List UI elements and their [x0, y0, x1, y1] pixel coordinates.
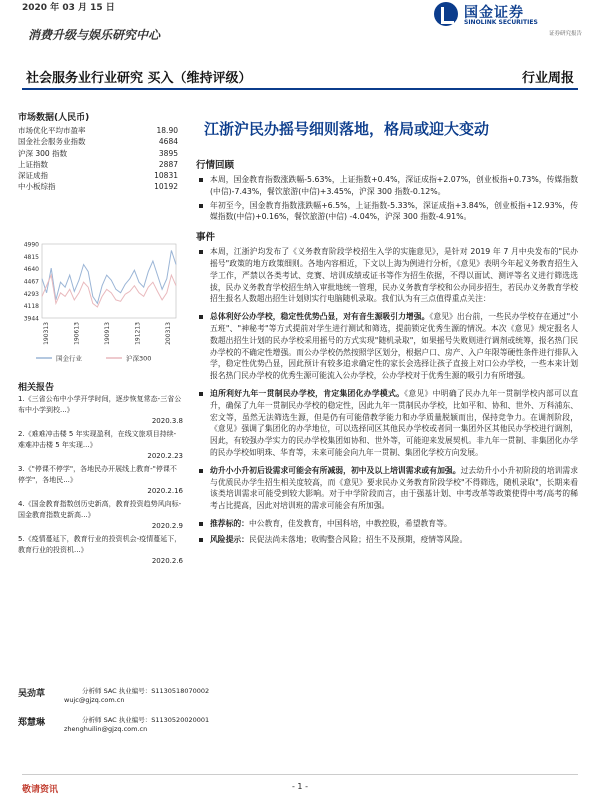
- analyst-email[interactable]: wujc@gjzq.com.cn: [64, 696, 125, 704]
- company-logo: [434, 2, 584, 36]
- market-row: 国金社会服务业指数 4684: [18, 137, 178, 147]
- review-item: 本周，国金教育指数涨跌幅-5.63%，上证指数+0.4%，深证成指+2.07%，创业板指+0.73%，传媒指数(中信)-7.43%，餐饮旅游(中信)+3.45%，沪深 300 指数-0.12%。: [196, 174, 578, 198]
- banner-right: 行业周报: [521, 71, 574, 86]
- recommendation: 推荐标的：中公教育，佳发教育，中国科培，中教控股，希望教育等。: [196, 518, 578, 530]
- point-item: 迫所利好九年一贯制民办学校，肯定集团化办学模式。《意见》中明确了民办九年一贯制学校内部可以直升，确保了九年一贯制民办学校的稳定性，因此九年一贯制民办学校，比如平和、协和、世外、万科浦东、宏文等，虽然无法筛选生源，但是仍有可能借教学能力和办学质量脱颖而出，保持竞争力。在调剂阶段，《意见》强调了集团化的办学地位，可以选择同区其他民办学校或者同一集团外区其他民办学校进行调剂，因此，有较强办学实力的民办学校集团如协和、世外等，可能迎来发展契机。非九年一贯制、非集团化办学的民办学校如明珠、华育等，未来可能会向九年一贯制、集团化学校方向发展。: [196, 388, 578, 459]
- legend-label: 沪深300: [126, 354, 152, 363]
- review-item: 年初至今，国金教育指数涨跌幅+6.5%，上证指数-5.33%，深证成指+3.84%，创业板指+12.93%，传媒指数(中信)+0.16%，餐饮旅游(中信) -4.04%，沪深 300 指数-4.91%。: [196, 200, 578, 224]
- risk-warning: 风险提示：民促法尚未落地；收购整合风险；招生不及预期，疫情等风险。: [196, 534, 578, 546]
- analysts: [18, 686, 438, 744]
- x-tick-label: 200313: [165, 322, 172, 345]
- related-report[interactable]: 5.《疫情蔓延下，教育行业的投资机会-疫情蔓延下，教育行业的投资机...》 2020.2.6: [18, 535, 183, 565]
- point-item: 幼升小小升初后设需求可能会有所减弱，初中及以上培训需求或有加强。过去幼升小小升初阶段的培训需求与优质民办学生招生相关度较高，而《意见》要求民办义务教育阶段学校"不得筛选，随机录取"，长期来看该类培训需求可能受到较大影响。对于中学阶段而言，由于强基计划、中考改革等政策使得中考/高考的稀考占比提高，因此对培训班的需求可能会有所加强。: [196, 465, 578, 512]
- analyst: 吴劲草 分析师 SAC 执业编号：S1130518070002 wujc@gjzq.com.cn: [18, 687, 210, 704]
- logo-icon: [434, 2, 458, 26]
- market-row: 中小板综指 10192: [18, 182, 178, 192]
- related-report[interactable]: 2.《难难冲击楼 5 年实现盈利，在线文旅项目持续-难难冲击楼 5 年实现...》 2020.2.23: [18, 430, 183, 460]
- index-chart: [16, 238, 184, 378]
- event-heading: 事件: [196, 232, 216, 244]
- series-line: [42, 250, 176, 303]
- y-tick-label: 4467: [23, 278, 39, 286]
- series-line: [42, 275, 176, 307]
- logo-sub: 证券研究报告: [548, 31, 582, 37]
- y-tick-label: 4118: [23, 303, 39, 311]
- title-banner: [22, 62, 578, 90]
- y-tick-label: 4293: [23, 290, 39, 298]
- review-heading: 行情回顾: [196, 160, 235, 171]
- y-tick-label: 4640: [23, 266, 39, 274]
- market-row: 上证指数 2887: [18, 159, 178, 169]
- x-tick-label: 190313: [43, 322, 50, 345]
- y-tick-label: 4990: [23, 241, 39, 249]
- x-tick-label: 190913: [104, 322, 111, 345]
- related-report[interactable]: 1.《三省公布中小学开学时间，逐步恢复常态-三省公布中小学到校...》 2020.3.8: [18, 395, 183, 425]
- event-text: 本周，江浙沪均发布了《义务教育阶段学校招生入学的实施意见》，是针对 2019 年 7 月中央发布的"民办摇号"政策的地方政策细则。各地内容相近，下文以上海为例进行分析，《意见》表明今年起义务教育招生入学工作，严禁以各类考试、竞赛、培训成绩或证书等作为招生依据，不得以面试、测评等名义进行筛选选拔，民办义务教育学校招生纳入审批地统一管理，民办义务教育学校和公办同步招生，若民办义务教育学校招生报名人数超出招生计划则实行电脑随机录取。我们认为有三点值得重点关注：: [196, 246, 578, 305]
- banner-left: 社会服务业行业研究 买入（维持评级）: [26, 71, 252, 86]
- footer-label: 敬请资讯: [22, 785, 59, 795]
- market-row: 市场优化平均市盈率 18.90: [18, 126, 178, 135]
- x-tick-label: 191213: [134, 322, 142, 345]
- y-tick-label: 4815: [23, 253, 39, 261]
- main-content: [196, 112, 578, 548]
- market-data-title: 市场数据(人民币): [18, 113, 90, 123]
- plot-frame: [42, 244, 176, 318]
- analyst-email[interactable]: zhenghuilin@gjzq.com.cn: [64, 725, 148, 733]
- related-reports: [18, 394, 183, 569]
- market-row: 深证成指 10831: [18, 171, 178, 181]
- related-report[interactable]: 4.《国金教育指数创历史新高，教育投资趋势风向标-国金教育指数史新高...》 2020.2.9: [18, 500, 183, 530]
- y-tick-label: 3944: [23, 315, 39, 323]
- related-reports-title: 相关报告: [18, 383, 55, 393]
- x-tick-label: 190613: [73, 322, 81, 345]
- logo-cn: 国金证券: [464, 5, 524, 21]
- analyst: 郑慧琳 分析师 SAC 执业编号：S1130520020001 zhenghuilin@gjzq.com.cn: [18, 716, 210, 733]
- point-item: 总体利好公办学校，稳定性优势凸显，对有音生源吸引力增强。《意见》出台前，一些民办学校存在通过"小五班"、"神秘考"等方式提前对学生进行测试和筛选，提前锁定优秀生源的情况。本次《意见》规定报名人数超出招生计划的民办学校采用摇号的方式实现"随机录取"，如果摇号失败则进行调剂或统筹，报名热门民办学校的不确定性增强。而公办学校仍然按照学区划分，根据户口、房产、入户年限等硬性条件进行排队入学，稳定性优势凸显，因此预计有较多追求确定性的家长会选择让孩子直接上对口公办学校，一些本来计划报名热门民办学校的优秀生源可能流入公办学校，公办学校对于优秀生源的吸引力有所增强。: [196, 311, 578, 382]
- report-title: 江浙沪民办摇号细则落地，格局或迎大变动: [204, 120, 490, 138]
- logo-en: SINOLINK SECURITIES: [464, 19, 538, 26]
- research-center: 消费升级与娱乐研究中心: [28, 28, 161, 42]
- related-report[interactable]: 3.《"停课不停学"，各地民办开展线上教育-"停课不停学"，各地民...》 2020.2.16: [18, 465, 183, 495]
- legend-label: 国金行业: [56, 354, 82, 363]
- page-number: - 1 -: [292, 782, 308, 791]
- report-date: 2020 年 03 月 15 日: [22, 3, 115, 13]
- index-chart-svg: [16, 238, 184, 378]
- market-data: [16, 110, 186, 193]
- market-row: 沪深 300 指数 3895: [18, 148, 178, 158]
